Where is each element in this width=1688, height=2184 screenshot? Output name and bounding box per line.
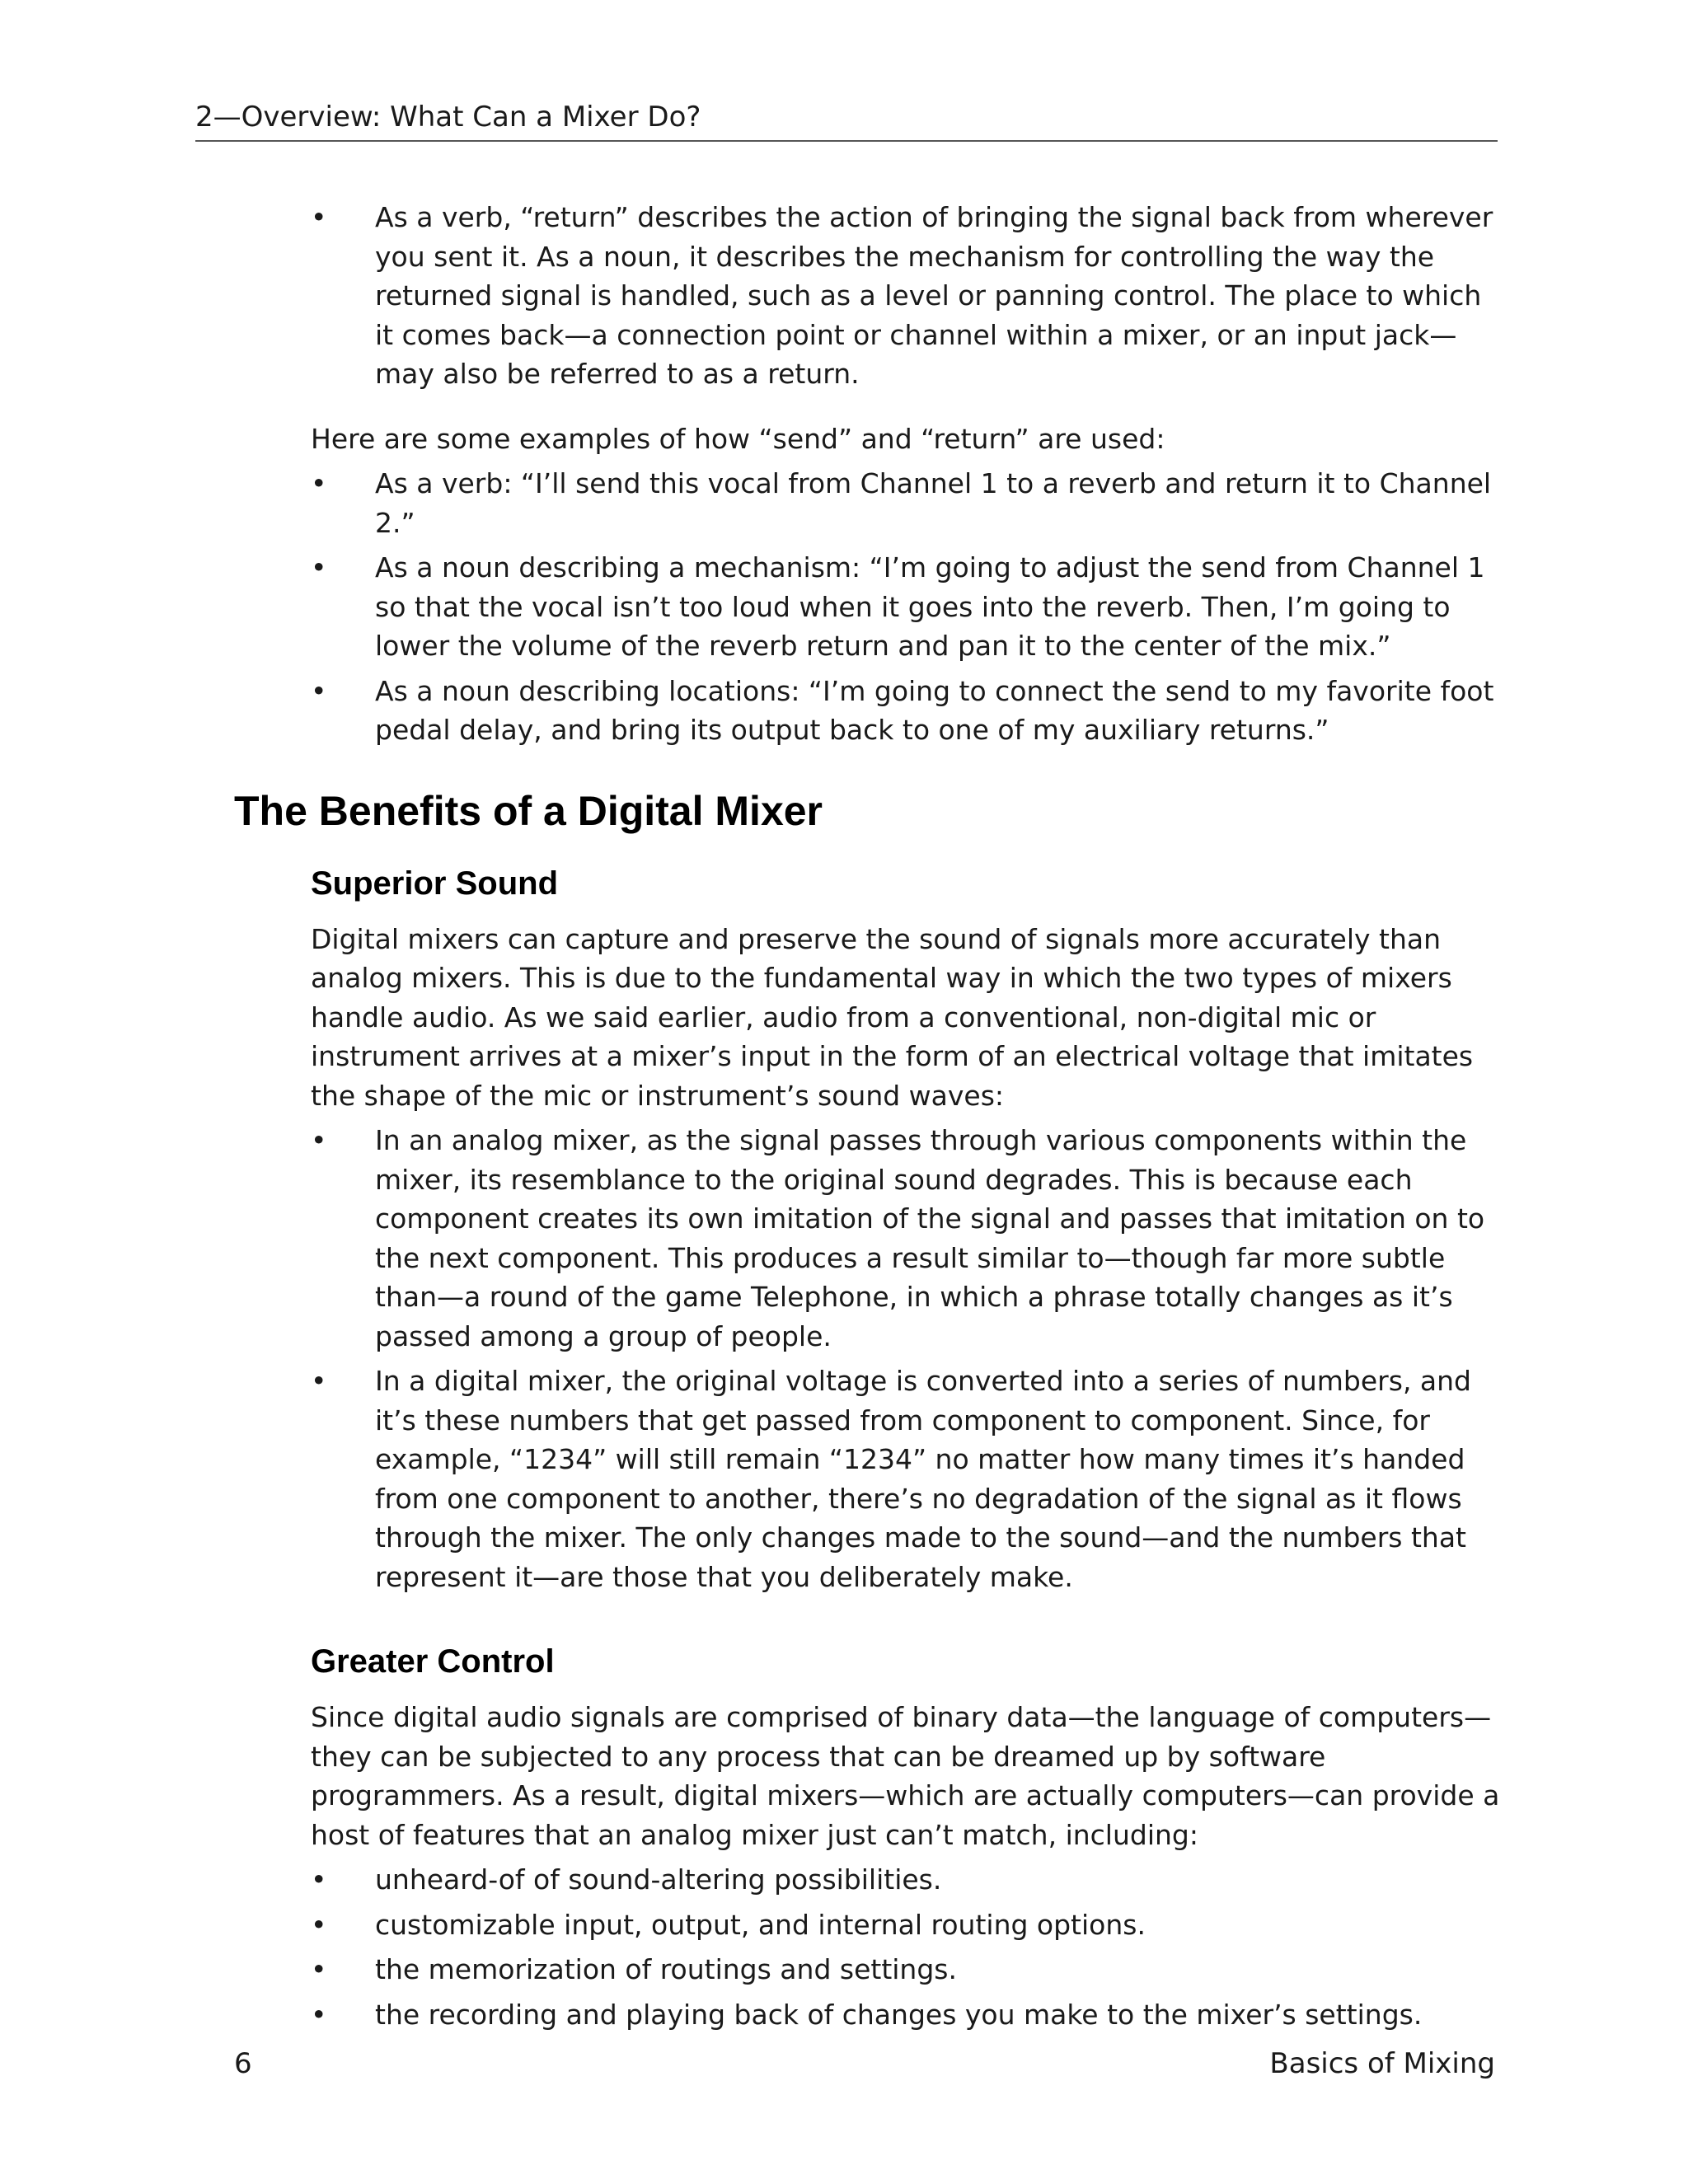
- bullet-icon: •: [311, 467, 327, 499]
- list-item-text: customizable input, output, and internal routing options.: [375, 1908, 1146, 1941]
- list-item-text: the recording and playing back of changes you make to the mixer’s settings.: [375, 1998, 1423, 2031]
- list-item: [311, 672, 1502, 750]
- subsection-heading-superior-sound: Superior Sound: [311, 865, 558, 902]
- list-item: [311, 1995, 1502, 2035]
- bullet-icon: •: [311, 1863, 327, 1896]
- list-item: [311, 1860, 1502, 1900]
- bullet-icon: •: [311, 551, 327, 583]
- list-item-text: As a noun describing a mechanism: “I’m going to adjust the send from Channel 1 so that the vocal isn’t too loud when it goes into the reverb. Then, I’m going to lower the volume of the reverb return and pan it to the center of the mix.”: [375, 551, 1485, 662]
- list-item: [311, 464, 1502, 542]
- list-item-text: In an analog mixer, as the signal passes through various components within the mixer, its resemblance to the original sound degrades. This is because each component creates its own imitation of the signal and passes that imitation on to the next component. This produces a result similar to—though far more subtle than—a round of the game Telephone, in which a phrase totally changes as it’s passed among a group of people.: [375, 1124, 1485, 1352]
- subsection-heading-greater-control: Greater Control: [311, 1643, 555, 1680]
- list-item-text: As a verb: “I’ll send this vocal from Channel 1 to a reverb and return it to Channel 2.”: [375, 467, 1492, 539]
- list-item-text: unheard-of of sound-altering possibilities.: [375, 1863, 942, 1896]
- superior-sound-paragraph: Digital mixers can capture and preserve the sound of signals more accurately than analog mixers. This is due to the fundamental way in which the two types of mixers handle audio. As we said earlier, audio from a conventional, non-digital mic or instrument arrives at a mixer’s input in the form of an electrical voltage that imitates the shape of the mic or instrument’s sound waves:: [311, 922, 1474, 1112]
- section-heading: The Benefits of a Digital Mixer: [234, 787, 823, 834]
- bullet-icon: •: [311, 1124, 327, 1156]
- bullet-icon: •: [311, 1908, 327, 1941]
- list-item-text: In a digital mixer, the original voltage is converted into a series of numbers, and it’s these numbers that get passed from component to component. Since, for example, “1234” will still remain “1234” no matter how many times it’s handed from one component to another, there’s no degradation of the signal as it flows through the mixer. The only changes made to the sound—and the numbers that represent it—are those that you deliberately make.: [375, 1365, 1472, 1593]
- list-item: [311, 1950, 1502, 1990]
- book-title: Basics of Mixing: [1269, 2047, 1495, 2080]
- list-item: [311, 1361, 1502, 1596]
- bullet-icon: •: [311, 1365, 327, 1397]
- bullet-icon: •: [311, 1998, 327, 2031]
- running-title: 2—Overview: What Can a Mixer Do?: [195, 101, 701, 134]
- list-item: [311, 198, 1502, 394]
- list-item: [311, 548, 1502, 666]
- list-item-text: As a verb, “return” describes the action of bringing the signal back from wherever you sent it. As a noun, it describes the mechanism for controlling the way the returned signal is handled, such as a level or panning control. The place to which it comes back—a connection point or channel within a mixer, or an input jack—may also be referred to as a return.: [375, 201, 1493, 390]
- greater-control-paragraph: Since digital audio signals are comprised of binary data—the language of computers—they can be subjected to any process that can be dreamed up by software programmers. As a result, digital mixers—which are actually computers—can provide a host of features that an analog mixer just can’t match, including:: [311, 1701, 1500, 1851]
- list-item: [311, 1905, 1502, 1945]
- page-content: [234, 198, 1502, 2040]
- examples-lead: Here are some examples of how “send” and “return” are used:: [311, 422, 1165, 455]
- bullet-icon: •: [311, 674, 327, 707]
- list-item: [311, 1121, 1502, 1356]
- list-item-text: the memorization of routings and settings.: [375, 1953, 957, 1985]
- bullet-icon: •: [311, 201, 327, 233]
- list-item-text: As a noun describing locations: “I’m going to connect the send to my favorite foot pedal delay, and bring its output back to one of my auxiliary returns.”: [375, 674, 1494, 746]
- page-number: 6: [234, 2047, 252, 2080]
- bullet-icon: •: [311, 1953, 327, 1985]
- running-header: [195, 101, 1498, 142]
